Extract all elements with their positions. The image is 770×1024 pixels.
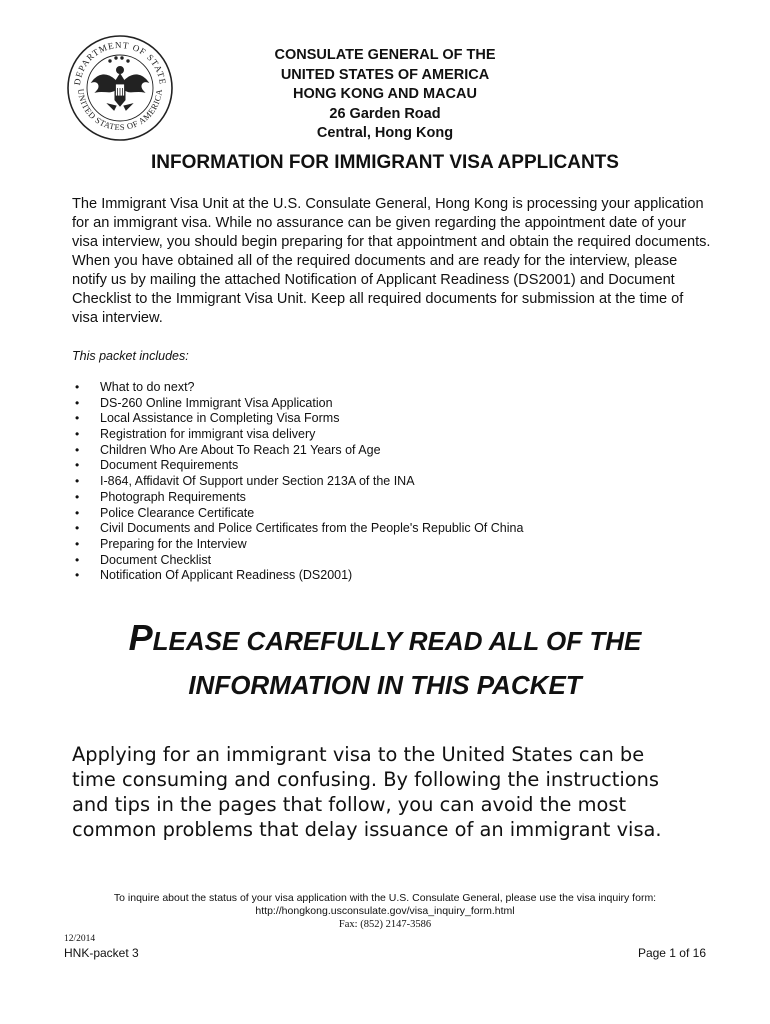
- banner-line-1-text: LEASE CAREFULLY READ ALL OF THE: [152, 626, 642, 656]
- letterhead-city: Central, Hong Kong: [316, 125, 454, 141]
- inquiry-footer: [60, 892, 710, 931]
- list-item: • What to do next?: [72, 380, 523, 396]
- list-item: • I-864, Affidavit Of Support under Section 213A of the INA: [72, 474, 523, 490]
- list-item: • Notification Of Applicant Readiness (DS2001): [72, 568, 523, 584]
- list-item: • Civil Documents and Police Certificates from the People's Republic Of China: [72, 521, 523, 537]
- lead-line: Applying for an immigrant visa to the United States can be: [72, 743, 645, 766]
- list-item: • Local Assistance in Completing Visa Forms: [72, 411, 523, 427]
- intro-paragraph: The Immigrant Visa Unit at the U.S. Consulate General, Hong Kong is processing your application for an immigrant visa. While no assurance can be given regarding the appointment date of your visa interview, you should begin preparing for that appointment and obtain the required documents. When you have obtained all of the required documents and are ready for the interview, please notify us by mailing the attached Notification of Applicant Readiness (DS2001) and Document Checklist to the Immigrant Visa Unit. Keep all required documents for submission at the time of visa interview.: [72, 196, 711, 326]
- inquiry-url-link[interactable]: http://hongkong.usconsulate.gov/visa_inquiry_form.html: [255, 905, 515, 917]
- page-title: INFORMATION FOR IMMIGRANT VISA APPLICANTS: [151, 152, 619, 173]
- list-item: • Document Checklist: [72, 553, 523, 569]
- list-item: • Registration for immigrant visa delivery: [72, 427, 523, 443]
- banner-initial: P: [128, 617, 153, 658]
- list-item: • Police Clearance Certificate: [72, 506, 523, 522]
- list-item: • Children Who Are About To Reach 21 Years of Age: [72, 443, 523, 459]
- packet-includes-label: This packet includes:: [72, 349, 189, 363]
- consulate-letterhead: [240, 46, 530, 144]
- document-id: HNK-packet 3: [64, 946, 139, 960]
- packet-contents-list: [72, 380, 523, 584]
- seal-top-text: DEPARTMENT OF STATE: [72, 39, 168, 86]
- letterhead-line: HONG KONG AND MACAU: [293, 86, 477, 102]
- fax-number: Fax: (852) 2147-3586: [338, 919, 432, 930]
- lead-line: and tips in the pages that follow, you can avoid the most: [72, 793, 627, 816]
- eagle-icon: [92, 57, 148, 110]
- banner-line-1: [60, 616, 710, 663]
- inquiry-text: To inquire about the status of your visa application with the U.S. Consulate General, please use the visa inquiry form:: [113, 892, 657, 904]
- department-of-state-seal: [66, 34, 174, 142]
- lead-line: time consuming and confusing. By following the instructions: [72, 768, 660, 791]
- list-item: • Photograph Requirements: [72, 490, 523, 506]
- lead-paragraph: [72, 742, 722, 842]
- list-item: • Document Requirements: [72, 458, 523, 474]
- list-item: • Preparing for the Interview: [72, 537, 523, 553]
- letterhead-line: CONSULATE GENERAL OF THE: [274, 47, 496, 63]
- page-number: Page 1 of 16: [637, 946, 706, 960]
- lead-line: common problems that delay issuance of an immigrant visa.: [72, 818, 662, 841]
- letterhead-line: UNITED STATES OF AMERICA: [280, 66, 490, 83]
- revision-date: 12/2014: [64, 934, 96, 944]
- letterhead-address: 26 Garden Road: [329, 105, 441, 122]
- banner-line-2: INFORMATION IN THIS PACKET: [188, 670, 582, 700]
- list-item: • DS-260 Online Immigrant Visa Application: [72, 396, 523, 412]
- seal-bottom-text: UNITED STATES OF AMERICA: [75, 88, 165, 133]
- read-carefully-banner: [60, 616, 710, 707]
